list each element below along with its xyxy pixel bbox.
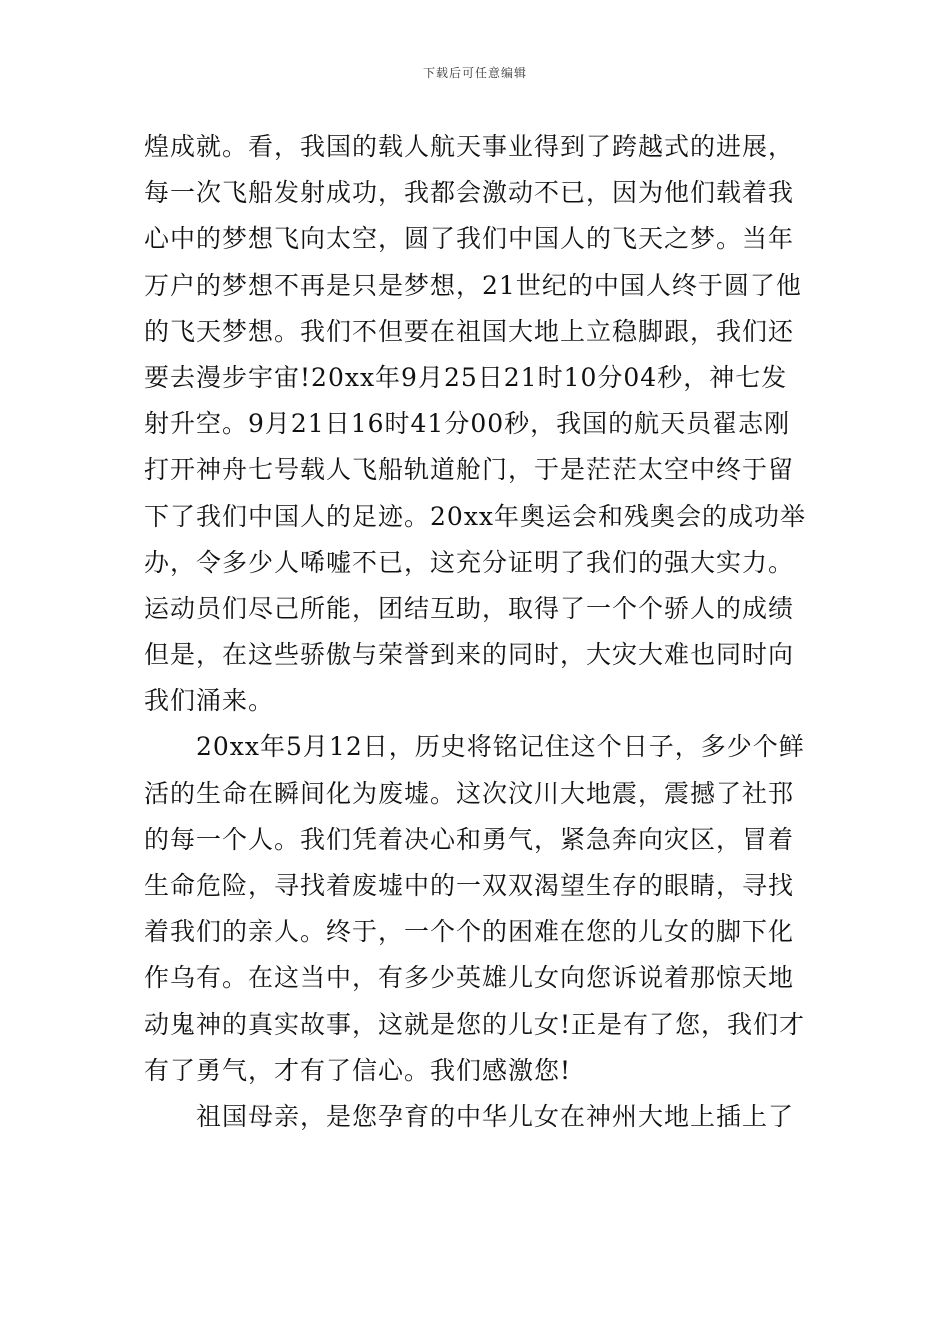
text-line: 下了我们中国人的足迹。20xx年奥运会和残奥会的成功举	[144, 501, 807, 531]
text-line: 着我们的亲人。终于，一个个的困难在您的儿女的脚下化	[144, 917, 795, 947]
text-line: 打开神舟七号载人飞船轨道舱门，于是茫茫太空中终于留	[144, 455, 795, 485]
text-line: 万户的梦想不再是只是梦想，21世纪的中国人终于圆了他	[144, 270, 802, 300]
text-line: 射升空。9月21日16时41分00秒，我国的航天员翟志刚	[144, 409, 791, 439]
text-line: 但是，在这些骄傲与荣誉到来的同时，大灾大难也同时向	[144, 640, 795, 670]
text-line: 有了勇气，才有了信心。我们感激您!	[144, 1055, 572, 1085]
text-line: 我们涌来。	[144, 686, 275, 716]
text-line: 办，令多少人唏嘘不已，这充分证明了我们的强大实力。	[144, 547, 795, 577]
text-line: 生命危险，寻找着废墟中的一双双渴望生存的眼睛，寻找	[144, 871, 795, 900]
text-line: 要去漫步宇宙!20xx年9月25日21时10分04秒，神七发	[144, 362, 788, 392]
paragraph-first-line: 祖国母亲，是您孕育的中华儿女在神州大地上插上了	[196, 1101, 795, 1131]
text-line: 动鬼神的真实故事，这就是您的儿女!正是有了您，我们才	[144, 1009, 806, 1039]
text-line: 煌成就。看，我国的载人航天事业得到了跨越式的进展，	[144, 132, 795, 161]
page-header: 下载后可任意编辑	[422, 66, 527, 80]
paragraph-first-line: 20xx年5月12日，历史将铭记住这个日子，多少个鲜	[196, 732, 805, 762]
text-line: 运动员们尽己所能，团结互助，取得了一个个骄人的成绩	[144, 593, 795, 623]
text-line: 每一次飞船发射成功，我都会激动不已，因为他们载着我	[144, 178, 795, 208]
text-line: 的飞天梦想。我们不但要在祖国大地上立稳脚跟，我们还	[144, 316, 795, 346]
body-text	[144, 124, 814, 1140]
text-line: 的每一个人。我们凭着决心和勇气，紧急奔向灾区，冒着	[144, 824, 795, 854]
text-line: 心中的梦想飞向太空，圆了我们中国人的飞天之梦。当年	[144, 224, 795, 254]
text-line: 作乌有。在这当中，有多少英雄儿女向您诉说着那惊天地	[144, 963, 795, 993]
text-line: 活的生命在瞬间化为废墟。这次汶川大地震，震撼了社邘	[144, 778, 795, 808]
